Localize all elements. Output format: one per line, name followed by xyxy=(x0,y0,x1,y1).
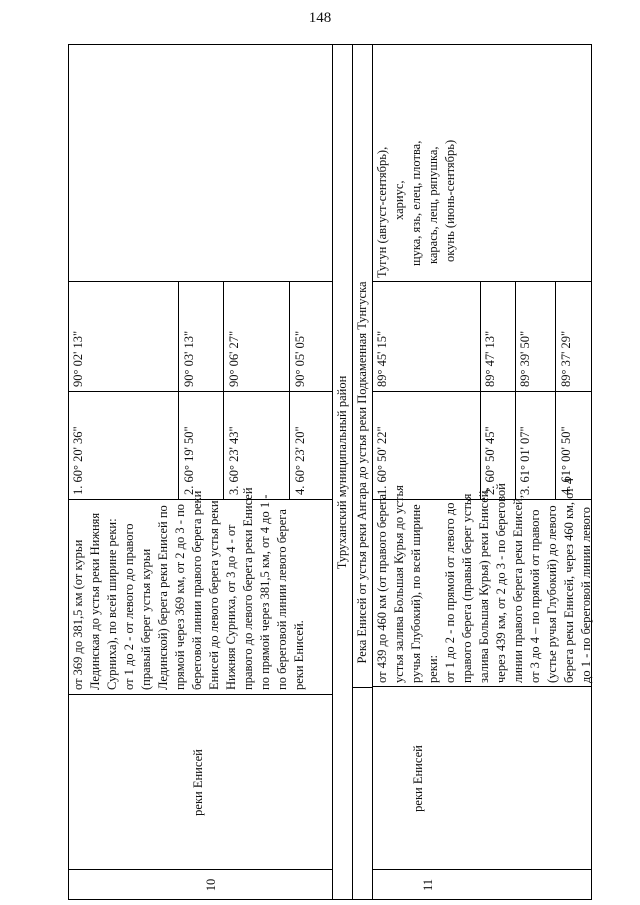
row10-lat-2: 2. 60° 19' 50" xyxy=(182,426,196,495)
desc-line: от 439 до 460 км (от правого берега xyxy=(375,493,389,683)
page-number: 148 xyxy=(308,10,332,26)
desc-line: Лединская до устья реки Нижняя xyxy=(88,512,102,690)
desc-line: залива Большая Курья) реки Енисей, xyxy=(477,487,491,683)
row10-lat-3: 3. 60° 23' 43" xyxy=(227,426,241,495)
desc-line: от 369 до 381,5 км (от курьи xyxy=(71,539,85,690)
row11-lat-4: 4. 61° 00' 50" xyxy=(559,426,573,495)
desc-line: (устье ручья Глубокий) до левого xyxy=(545,505,559,683)
row11-lon-3: 89° 39' 50" xyxy=(518,330,532,387)
row10-lon-2: 90° 03' 13" xyxy=(182,330,196,387)
row11-lon-2: 89° 47' 13" xyxy=(483,330,497,387)
row11-lon-4: 89° 37' 29" xyxy=(559,330,573,387)
desc-line: реки: xyxy=(426,654,440,683)
desc-line: (правый берег устья курьи xyxy=(139,548,153,690)
fish-line: Тугун (август-сентябрь), xyxy=(375,146,389,278)
fish-line: карась, лещ, ряпушка, xyxy=(426,146,440,264)
row10-lat-1: 1. 60° 20' 36" xyxy=(71,426,85,495)
desc-line: по прямой через 381,5 км, от 4 до 1 - xyxy=(258,494,272,690)
desc-line: Лединской) берега реки Енисей по xyxy=(156,505,170,690)
desc-line: береговой линии правого берега реки xyxy=(190,490,204,690)
desc-line: реки Енисей. xyxy=(292,620,306,690)
desc-line: Сурниха), по всей ширине реки: xyxy=(105,518,119,690)
desc-line: от 1 до 2 - от левого до правого xyxy=(122,523,136,690)
row10-number: 10 xyxy=(204,878,218,892)
fish-line: окунь (июнь-сентябрь) xyxy=(443,139,457,262)
desc-line: по береговой линии левого берега xyxy=(275,509,289,690)
fish-line: щука, язь, елец, плотва, xyxy=(409,140,423,266)
row11-number: 11 xyxy=(421,878,435,892)
row11-lon-1: 89° 45' 15" xyxy=(375,330,389,387)
row10-lat-4: 4. 60° 23' 20" xyxy=(293,426,307,495)
desc-line: до 1 - по береговой линии левого xyxy=(579,507,593,683)
fish-line: хариус, xyxy=(392,180,406,220)
row11-river: реки Енисей xyxy=(411,745,425,812)
desc-line: прямой через 369 км, от 2 до 3 - по xyxy=(173,503,187,690)
desc-line: от 3 до 4 – по прямой от правого xyxy=(528,509,542,683)
district-heading: Туруханский муниципальный район xyxy=(335,375,349,570)
row10-lon-3: 90° 06' 27" xyxy=(227,330,241,387)
row11-lat-3: 3. 61° 01' 07" xyxy=(518,426,532,495)
desc-line: устья залива Большая Курья до устья xyxy=(392,485,406,683)
desc-line: Нижняя Сурниха, от 3 до 4 - от xyxy=(224,524,238,690)
rotated-table xyxy=(60,45,592,900)
desc-line: ручья Глубокий), по всей ширине xyxy=(409,504,423,683)
row10-lon-1: 90° 02' 13" xyxy=(71,330,85,387)
desc-line: через 439 км, от 2 до 3 - по береговой xyxy=(494,483,508,683)
row11-lat-2: 2. 60° 50' 45" xyxy=(483,426,497,495)
river-section-heading: Река Енисей от устья реки Ангара до устья реки Подкаменная Тунгуска xyxy=(355,281,369,664)
desc-line: Енисей до левого берега устья реки xyxy=(207,500,221,690)
desc-line: линии правого берега реки Енисей, xyxy=(511,495,525,683)
row10-river: реки Енисей xyxy=(191,749,205,816)
desc-line: берега реки Енисей, через 460 км, от 4 xyxy=(562,477,576,683)
row10-lon-4: 90° 05' 05" xyxy=(293,330,307,387)
desc-line: правого берега (правый берег устья xyxy=(460,493,474,683)
desc-line: правого до левого берега реки Енисей xyxy=(241,487,255,690)
desc-line: от 1 до 2 - по прямой от левого до xyxy=(443,502,457,683)
row11-lat-1: 1. 60° 50' 22" xyxy=(375,426,389,495)
